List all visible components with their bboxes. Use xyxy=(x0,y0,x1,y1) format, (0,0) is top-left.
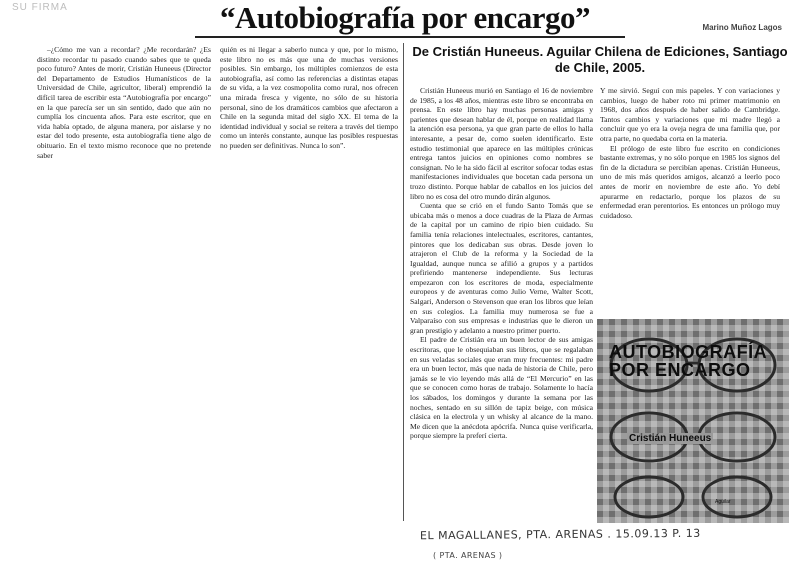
title-rule xyxy=(195,36,625,38)
handwritten-source-note: EL MAGALLANES, PTA. ARENAS . 15.09.13 P. 13 xyxy=(419,526,701,543)
paragraph: Y me sirvió. Seguí con mis papeles. Y con variaciones y cambios, luego de haber roto mi primer matrimonio en 1968, dos años después de haber salido de Cambridge. Tantos cambios y variaciones que mi madre llegó a concluir que yo era la oveja negra de una familia que, por otra parte, no quedaba corta en la materia. xyxy=(600,86,780,143)
paragraph: Cuenta que se crió en el fundo Santo Tomás que se ubicaba más o menos a doce cuadras de la Plaza de Armas de la capital por un camino de ripio bien cuidado. Su familia tenía relaciones intelectuales, escritores, cantantes, pintores que los dedicaban sus obras. Desde joven lo atrajeron el Club de la reforma y la Sociedad de la Igualdad, aunque nunca se afilió a grupos y a partidos prefiriendo mantenerse independiente. Sus lecturas empezaron con los escritores de moda, especialmente europeos y de aventuras como Julio Verne, Walter Scott, Salgari, Anderson o Stevenson que eran los libros que leían en sus colegios. La familia muy numerosa se fue a Valparaíso con sus empresas e industrias que le dieron un gran prestigio y adelanto a nuestro primer puerto. xyxy=(410,201,593,335)
paragraph: Cristián Huneeus murió en Santiago el 16 de noviembre de 1985, a los 48 años, mientras este libro se encontraba en prensa. En este libro hay muchas personas amigas y parientes que desean hablar de él, porque en realidad llama la atención esa persona, ya que gran parte de ellos lo halla interesante, a pesar de, como suelen identificarlo. Este estudio testimonial que aparece en las múltiples crónicas entrega tantos juicios en opiniones como nombres se consignan. No le ha sido fácil al escritor sofocar todas estas manifestaciones individuales que bocetan cada persona un trozo distinto. Porque hablar de caballos en los juicios del libro no es cosa del otro mundo dirán algunos. xyxy=(410,86,593,201)
book-cover-image xyxy=(597,319,789,523)
column-3 xyxy=(410,86,593,526)
ghost-header-text: SU FIRMA xyxy=(12,2,68,13)
cover-author: Cristián Huneeus xyxy=(629,433,712,444)
column-2 xyxy=(220,45,398,215)
paragraph: El prólogo de este libro fue escrito en condiciones bastante extremas, y no sólo porque en 1985 los signos del fin de la dictadura se percibían apenas. Cristián Huneeus, uno de mis más queridos amigos, alcanzó a leerlo poco antes de morir en noviembre de este año. Yo debí apurarme en redactarlo, porque los plazos de su enfermedad eran perentorios. Es entonces un prólogo muy cuidadoso. xyxy=(600,143,780,220)
column-1 xyxy=(37,45,211,215)
column-divider xyxy=(403,43,404,521)
paragraph: –¿Cómo me van a recordar? ¿Me recordarán? ¿Es distinto recordar tu pasado cuando sabes que te queda poco futuro? Antes de morir, Cristián Huneeus (Director del Departamento de Estudios Humanísticos de la Universidad de Chile, agricultor, liberal) emprendió la difícil tarea de escribir esta “Autobiografía por encargo” en la que parecía ser un sin sentido, dado que aún no cumplía los cincuenta años. Para este escritor, que en vida había optado, de alguna manera, por aislarse y no estar del todo presente, esta autobiografía tiene algo de obituario. En el texto mismo reconoce que no pretende saber xyxy=(37,45,211,160)
cover-publisher: Aguilar xyxy=(715,499,731,505)
handwritten-location-note: ( PTA. ARENAS ) xyxy=(433,551,503,560)
paragraph: quién es ni llegar a saberlo nunca y que, por lo mismo, este libro no es más que una de muchas versiones posibles. Sin embargo, los múltiples comienzos de esta autobiografía, así como las referencias a distintas etapas de su vida, a la vez cosmopolita como rural, nos ofrecen una mirada fresca y vigente, no sólo de su historia personal, sino de los dramáticos cambios que afectaron a Chile en la segunda mitad del siglo XX. El tema de la identidad individual y social se reitera a través del tiempo como un interés constante, aunque las posibles respuestas no pueden ser definitivas. Nunca lo son”. xyxy=(220,45,398,150)
article-author: Marino Muñoz Lagos xyxy=(702,23,782,32)
paragraph: El padre de Cristián era un buen lector de sus amigas escritoras, que le obsequiaban sus libros, que se regalaban en sus veladas sociales que eran muy frecuentes: mi padre era un buen lector, más que nada de historia de Chile, pero jamás se le vio leyendo más allá de “El Mercurio” en las que se conocen como horas de trabajo. Solamente lo hacía los sábados, los domingos y durante la semana por las noches, sentado en su sillón de tapiz beige, con música clásica en la electrola y un whisky al alcance de la mano. Me dicen que la anécdota apócrifa. Nunca quise verificarla, porque siempre la preferí cierta. xyxy=(410,335,593,441)
column-4 xyxy=(600,86,780,311)
cover-title: AUTOBIOGRAFÍA POR ENCARGO xyxy=(609,342,768,380)
article-title: “Autobiografía por encargo” xyxy=(220,0,590,35)
book-info-heading: De Cristián Huneeus. Aguilar Chilena de Ediciones, Santiago de Chile, 2005. xyxy=(412,44,788,75)
